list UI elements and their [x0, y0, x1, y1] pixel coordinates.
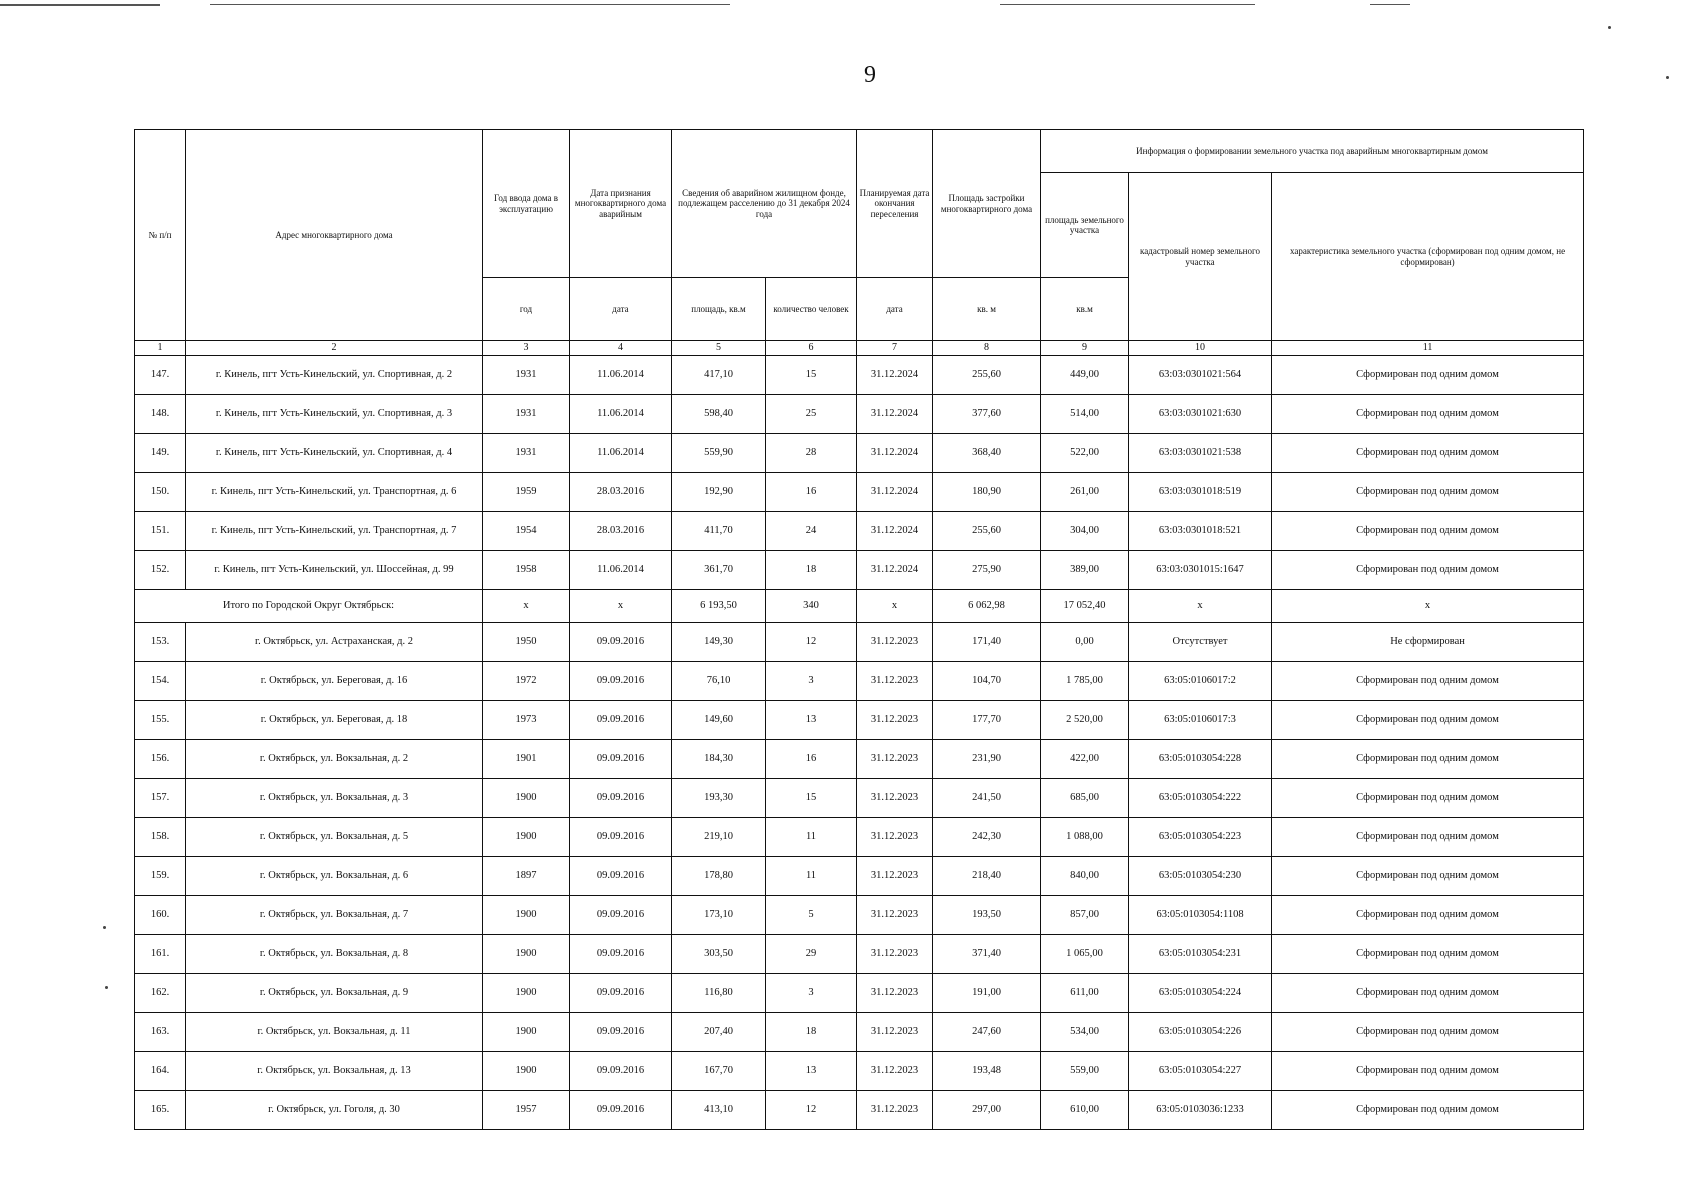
row-people: 12: [766, 623, 857, 662]
table-row: [135, 935, 1584, 974]
column-number: 9: [1041, 341, 1129, 356]
row-status: Сформирован под одним домом: [1272, 551, 1584, 590]
row-address: г. Октябрьск, ул. Вокзальная, д. 11: [186, 1013, 483, 1052]
row-address: г. Октябрьск, ул. Вокзальная, д. 2: [186, 740, 483, 779]
row-cadastral: 63:05:0103054:227: [1129, 1052, 1272, 1091]
table-row: [135, 779, 1584, 818]
row-status: Сформирован под одним домом: [1272, 434, 1584, 473]
table-row: [135, 740, 1584, 779]
row-people: 16: [766, 473, 857, 512]
row-land-area: 1 088,00: [1041, 818, 1129, 857]
row-status: Сформирован под одним домом: [1272, 356, 1584, 395]
row-building-area: 368,40: [933, 434, 1041, 473]
row-people: 11: [766, 857, 857, 896]
row-year: 1958: [483, 551, 570, 590]
row-planned-date: 31.12.2024: [857, 473, 933, 512]
table-row: [135, 896, 1584, 935]
header-land-info: Информация о формировании земельного участка под аварийным многоквартирным домом: [1041, 130, 1584, 173]
table-row: [135, 356, 1584, 395]
row-status: Сформирован под одним домом: [1272, 818, 1584, 857]
total-row: [135, 590, 1584, 623]
row-planned-date: 31.12.2023: [857, 974, 933, 1013]
row-building-area: 180,90: [933, 473, 1041, 512]
row-planned-date: 31.12.2023: [857, 701, 933, 740]
row-address: г. Октябрьск, ул. Береговая, д. 16: [186, 662, 483, 701]
row-planned-date: 31.12.2023: [857, 818, 933, 857]
row-number: 163.: [135, 1013, 186, 1052]
row-area: 417,10: [672, 356, 766, 395]
row-area: 559,90: [672, 434, 766, 473]
row-planned-date: 31.12.2023: [857, 623, 933, 662]
row-status: Сформирован под одним домом: [1272, 701, 1584, 740]
column-number: 6: [766, 341, 857, 356]
row-planned-date: 31.12.2024: [857, 512, 933, 551]
unit-planned-date: дата: [857, 278, 933, 341]
row-address: г. Октябрьск, ул. Вокзальная, д. 5: [186, 818, 483, 857]
row-date-emergency: 09.09.2016: [570, 1013, 672, 1052]
row-planned-date: 31.12.2023: [857, 857, 933, 896]
row-people: 16: [766, 740, 857, 779]
row-land-area: 261,00: [1041, 473, 1129, 512]
row-area: 193,30: [672, 779, 766, 818]
row-number: 155.: [135, 701, 186, 740]
row-people: 24: [766, 512, 857, 551]
scan-artifact-line: [210, 4, 730, 5]
row-planned-date: 31.12.2024: [857, 434, 933, 473]
row-date-emergency: 09.09.2016: [570, 740, 672, 779]
column-number: 5: [672, 341, 766, 356]
row-date-emergency: 09.09.2016: [570, 779, 672, 818]
row-cadastral: 63:05:0103054:222: [1129, 779, 1272, 818]
row-number: 158.: [135, 818, 186, 857]
row-status: Сформирован под одним домом: [1272, 1013, 1584, 1052]
row-land-area: 1 785,00: [1041, 662, 1129, 701]
row-number: 164.: [135, 1052, 186, 1091]
table-row: [135, 662, 1584, 701]
row-date-emergency: 09.09.2016: [570, 857, 672, 896]
row-year: 1957: [483, 1091, 570, 1130]
row-people: 13: [766, 701, 857, 740]
row-area: 167,70: [672, 1052, 766, 1091]
row-building-area: 371,40: [933, 935, 1041, 974]
row-area: 411,70: [672, 512, 766, 551]
unit-building-sqm: кв. м: [933, 278, 1041, 341]
table-row: [135, 1013, 1584, 1052]
row-year: 1900: [483, 779, 570, 818]
row-area: 184,30: [672, 740, 766, 779]
row-year: 1900: [483, 896, 570, 935]
row-address: г. Кинель, пгт Усть-Кинельский, ул. Транспортная, д. 7: [186, 512, 483, 551]
row-number: 154.: [135, 662, 186, 701]
total-build: 6 062,98: [933, 590, 1041, 623]
row-area: 207,40: [672, 1013, 766, 1052]
total-cadastral: x: [1129, 590, 1272, 623]
row-people: 28: [766, 434, 857, 473]
row-land-area: 610,00: [1041, 1091, 1129, 1130]
row-status: Сформирован под одним домом: [1272, 512, 1584, 551]
row-building-area: 104,70: [933, 662, 1041, 701]
row-cadastral: 63:05:0103054:226: [1129, 1013, 1272, 1052]
table-body-oktyabrsk: [135, 623, 1584, 1130]
row-date-emergency: 28.03.2016: [570, 512, 672, 551]
row-planned-date: 31.12.2023: [857, 1052, 933, 1091]
row-planned-date: 31.12.2024: [857, 395, 933, 434]
row-cadastral: 63:05:0106017:2: [1129, 662, 1272, 701]
total-people: 340: [766, 590, 857, 623]
row-people: 5: [766, 896, 857, 935]
row-year: 1900: [483, 1013, 570, 1052]
total-area: 6 193,50: [672, 590, 766, 623]
row-date-emergency: 09.09.2016: [570, 1091, 672, 1130]
row-number: 157.: [135, 779, 186, 818]
unit-people: количество человек: [766, 278, 857, 341]
table-row: [135, 473, 1584, 512]
column-number: 7: [857, 341, 933, 356]
row-number: 151.: [135, 512, 186, 551]
row-people: 15: [766, 779, 857, 818]
row-number: 165.: [135, 1091, 186, 1130]
row-people: 25: [766, 395, 857, 434]
row-area: 192,90: [672, 473, 766, 512]
table-row: [135, 857, 1584, 896]
row-area: 361,70: [672, 551, 766, 590]
row-building-area: 255,60: [933, 512, 1041, 551]
row-building-area: 191,00: [933, 974, 1041, 1013]
header-building-area: Площадь застройки многоквартирного дома: [933, 130, 1041, 278]
row-number: 149.: [135, 434, 186, 473]
row-area: 149,60: [672, 701, 766, 740]
total-land: 17 052,40: [1041, 590, 1129, 623]
scan-artifact-line: [1000, 4, 1255, 5]
emergency-housing-table: [134, 129, 1584, 1130]
row-address: г. Октябрьск, ул. Гоголя, д. 30: [186, 1091, 483, 1130]
row-year: 1972: [483, 662, 570, 701]
row-people: 18: [766, 1013, 857, 1052]
row-status: Сформирован под одним домом: [1272, 896, 1584, 935]
row-people: 15: [766, 356, 857, 395]
row-cadastral: 63:05:0106017:3: [1129, 701, 1272, 740]
row-planned-date: 31.12.2023: [857, 1013, 933, 1052]
row-planned-date: 31.12.2024: [857, 551, 933, 590]
row-land-area: 0,00: [1041, 623, 1129, 662]
column-number: 3: [483, 341, 570, 356]
row-address: г. Кинель, пгт Усть-Кинельский, ул. Спортивная, д. 2: [186, 356, 483, 395]
scan-speck: [105, 986, 108, 989]
row-number: 160.: [135, 896, 186, 935]
header-num: № п/п: [135, 130, 186, 341]
row-year: 1900: [483, 935, 570, 974]
row-status: Сформирован под одним домом: [1272, 740, 1584, 779]
row-people: 18: [766, 551, 857, 590]
header-land-area: площадь земельного участка: [1041, 173, 1129, 278]
row-status: Сформирован под одним домом: [1272, 473, 1584, 512]
table-body-kinel: [135, 356, 1584, 590]
scan-artifact-line: [1370, 4, 1410, 5]
row-date-emergency: 09.09.2016: [570, 662, 672, 701]
row-number: 153.: [135, 623, 186, 662]
row-number: 156.: [135, 740, 186, 779]
column-number: 10: [1129, 341, 1272, 356]
row-area: 413,10: [672, 1091, 766, 1130]
row-status: Сформирован под одним домом: [1272, 974, 1584, 1013]
row-planned-date: 31.12.2023: [857, 662, 933, 701]
unit-area: площадь, кв.м: [672, 278, 766, 341]
row-planned-date: 31.12.2023: [857, 1091, 933, 1130]
row-building-area: 218,40: [933, 857, 1041, 896]
total-status: x: [1272, 590, 1584, 623]
row-building-area: 297,00: [933, 1091, 1041, 1130]
row-area: 149,30: [672, 623, 766, 662]
row-building-area: 275,90: [933, 551, 1041, 590]
row-planned-date: 31.12.2023: [857, 896, 933, 935]
row-date-emergency: 11.06.2014: [570, 551, 672, 590]
row-cadastral: 63:03:0301021:538: [1129, 434, 1272, 473]
row-year: 1901: [483, 740, 570, 779]
scan-speck: [103, 926, 106, 929]
column-number: 8: [933, 341, 1041, 356]
row-area: 219,10: [672, 818, 766, 857]
row-status: Сформирован под одним домом: [1272, 662, 1584, 701]
row-status: Сформирован под одним домом: [1272, 395, 1584, 434]
row-people: 12: [766, 1091, 857, 1130]
row-building-area: 242,30: [933, 818, 1041, 857]
unit-date: дата: [570, 278, 672, 341]
row-people: 29: [766, 935, 857, 974]
row-cadastral: 63:03:0301018:519: [1129, 473, 1272, 512]
unit-land-sqm: кв.м: [1041, 278, 1129, 341]
row-land-area: 611,00: [1041, 974, 1129, 1013]
row-address: г. Октябрьск, ул. Вокзальная, д. 9: [186, 974, 483, 1013]
column-number: 1: [135, 341, 186, 356]
row-people: 3: [766, 662, 857, 701]
row-building-area: 377,60: [933, 395, 1041, 434]
row-area: 598,40: [672, 395, 766, 434]
total-label: Итого по Городской Округ Октябрьск:: [135, 590, 483, 623]
header-cadastral: кадастровый номер земельного участка: [1129, 173, 1272, 341]
row-number: 147.: [135, 356, 186, 395]
row-building-area: 231,90: [933, 740, 1041, 779]
row-date-emergency: 11.06.2014: [570, 395, 672, 434]
row-date-emergency: 11.06.2014: [570, 356, 672, 395]
row-number: 152.: [135, 551, 186, 590]
table-row: [135, 1052, 1584, 1091]
row-cadastral: 63:05:0103054:228: [1129, 740, 1272, 779]
row-status: Сформирован под одним домом: [1272, 1091, 1584, 1130]
row-address: г. Октябрьск, ул. Вокзальная, д. 3: [186, 779, 483, 818]
row-land-area: 422,00: [1041, 740, 1129, 779]
row-address: г. Октябрьск, ул. Вокзальная, д. 6: [186, 857, 483, 896]
row-address: г. Кинель, пгт Усть-Кинельский, ул. Спортивная, д. 4: [186, 434, 483, 473]
row-date-emergency: 09.09.2016: [570, 974, 672, 1013]
row-cadastral: 63:05:0103054:230: [1129, 857, 1272, 896]
row-building-area: 177,70: [933, 701, 1041, 740]
header-land-characteristic: характеристика земельного участка (сформирован под одним домом, не сформирован): [1272, 173, 1584, 341]
column-number-row: [135, 341, 1584, 356]
row-cadastral: 63:05:0103054:231: [1129, 935, 1272, 974]
table-row: [135, 974, 1584, 1013]
row-planned-date: 31.12.2023: [857, 935, 933, 974]
row-land-area: 857,00: [1041, 896, 1129, 935]
header-planned-date: Планируемая дата окончания переселения: [857, 130, 933, 278]
row-number: 162.: [135, 974, 186, 1013]
total-plan: x: [857, 590, 933, 623]
row-people: 3: [766, 974, 857, 1013]
row-date-emergency: 11.06.2014: [570, 434, 672, 473]
row-year: 1950: [483, 623, 570, 662]
row-building-area: 193,48: [933, 1052, 1041, 1091]
row-year: 1897: [483, 857, 570, 896]
row-cadastral: 63:03:0301018:521: [1129, 512, 1272, 551]
row-cadastral: 63:03:0301015:1647: [1129, 551, 1272, 590]
row-land-area: 685,00: [1041, 779, 1129, 818]
header-housing-info: Сведения об аварийном жилищном фонде, подлежащем расселению до 31 декабря 2024 года: [672, 130, 857, 278]
row-date-emergency: 09.09.2016: [570, 818, 672, 857]
row-year: 1973: [483, 701, 570, 740]
row-land-area: 1 065,00: [1041, 935, 1129, 974]
row-status: Сформирован под одним домом: [1272, 857, 1584, 896]
row-land-area: 389,00: [1041, 551, 1129, 590]
row-land-area: 522,00: [1041, 434, 1129, 473]
row-year: 1900: [483, 1052, 570, 1091]
row-cadastral: Отсутствует: [1129, 623, 1272, 662]
row-cadastral: 63:03:0301021:564: [1129, 356, 1272, 395]
row-area: 76,10: [672, 662, 766, 701]
header-year: Год ввода дома в эксплуатацию: [483, 130, 570, 278]
row-number: 159.: [135, 857, 186, 896]
row-date-emergency: 09.09.2016: [570, 701, 672, 740]
row-address: г. Октябрьск, ул. Астраханская, д. 2: [186, 623, 483, 662]
row-address: г. Октябрьск, ул. Вокзальная, д. 8: [186, 935, 483, 974]
row-land-area: 514,00: [1041, 395, 1129, 434]
row-land-area: 840,00: [1041, 857, 1129, 896]
table-row: [135, 623, 1584, 662]
table-row: [135, 395, 1584, 434]
total-year: x: [483, 590, 570, 623]
row-area: 116,80: [672, 974, 766, 1013]
row-planned-date: 31.12.2023: [857, 740, 933, 779]
row-number: 148.: [135, 395, 186, 434]
row-year: 1954: [483, 512, 570, 551]
row-cadastral: 63:03:0301021:630: [1129, 395, 1272, 434]
row-cadastral: 63:05:0103054:224: [1129, 974, 1272, 1013]
table-row: [135, 818, 1584, 857]
row-address: г. Кинель, пгт Усть-Кинельский, ул. Спортивная, д. 3: [186, 395, 483, 434]
header-date-emergency: Дата признания многоквартирного дома аварийным: [570, 130, 672, 278]
row-address: г. Октябрьск, ул. Вокзальная, д. 7: [186, 896, 483, 935]
row-status: Сформирован под одним домом: [1272, 935, 1584, 974]
row-land-area: 449,00: [1041, 356, 1129, 395]
scan-speck: [1608, 26, 1611, 29]
row-year: 1900: [483, 818, 570, 857]
row-building-area: 193,50: [933, 896, 1041, 935]
table-row: [135, 701, 1584, 740]
total-date: x: [570, 590, 672, 623]
scan-artifact-line: [0, 4, 160, 6]
row-people: 13: [766, 1052, 857, 1091]
row-date-emergency: 09.09.2016: [570, 935, 672, 974]
row-land-area: 2 520,00: [1041, 701, 1129, 740]
row-area: 303,50: [672, 935, 766, 974]
row-building-area: 171,40: [933, 623, 1041, 662]
row-people: 11: [766, 818, 857, 857]
table-row: [135, 434, 1584, 473]
row-building-area: 247,60: [933, 1013, 1041, 1052]
row-land-area: 534,00: [1041, 1013, 1129, 1052]
row-area: 178,80: [672, 857, 766, 896]
row-land-area: 304,00: [1041, 512, 1129, 551]
row-cadastral: 63:05:0103054:1108: [1129, 896, 1272, 935]
row-date-emergency: 28.03.2016: [570, 473, 672, 512]
row-cadastral: 63:05:0103054:223: [1129, 818, 1272, 857]
page-number: 9: [864, 62, 876, 88]
row-cadastral: 63:05:0103036:1233: [1129, 1091, 1272, 1130]
row-address: г. Октябрьск, ул. Вокзальная, д. 13: [186, 1052, 483, 1091]
table-row: [135, 512, 1584, 551]
row-status: Не сформирован: [1272, 623, 1584, 662]
row-status: Сформирован под одним домом: [1272, 1052, 1584, 1091]
row-area: 173,10: [672, 896, 766, 935]
column-number: 4: [570, 341, 672, 356]
row-year: 1931: [483, 395, 570, 434]
row-date-emergency: 09.09.2016: [570, 623, 672, 662]
row-status: Сформирован под одним домом: [1272, 779, 1584, 818]
unit-year: год: [483, 278, 570, 341]
row-date-emergency: 09.09.2016: [570, 896, 672, 935]
row-building-area: 255,60: [933, 356, 1041, 395]
row-address: г. Кинель, пгт Усть-Кинельский, ул. Шоссейная, д. 99: [186, 551, 483, 590]
row-number: 150.: [135, 473, 186, 512]
row-address: г. Октябрьск, ул. Береговая, д. 18: [186, 701, 483, 740]
table-total: [135, 590, 1584, 623]
row-land-area: 559,00: [1041, 1052, 1129, 1091]
table-row: [135, 1091, 1584, 1130]
row-year: 1900: [483, 974, 570, 1013]
row-year: 1931: [483, 434, 570, 473]
row-year: 1931: [483, 356, 570, 395]
header-address: Адрес многоквартирного дома: [186, 130, 483, 341]
column-number: 2: [186, 341, 483, 356]
row-year: 1959: [483, 473, 570, 512]
row-building-area: 241,50: [933, 779, 1041, 818]
column-number: 11: [1272, 341, 1584, 356]
row-planned-date: 31.12.2023: [857, 779, 933, 818]
row-date-emergency: 09.09.2016: [570, 1052, 672, 1091]
table-row: [135, 551, 1584, 590]
row-number: 161.: [135, 935, 186, 974]
row-planned-date: 31.12.2024: [857, 356, 933, 395]
row-address: г. Кинель, пгт Усть-Кинельский, ул. Транспортная, д. 6: [186, 473, 483, 512]
